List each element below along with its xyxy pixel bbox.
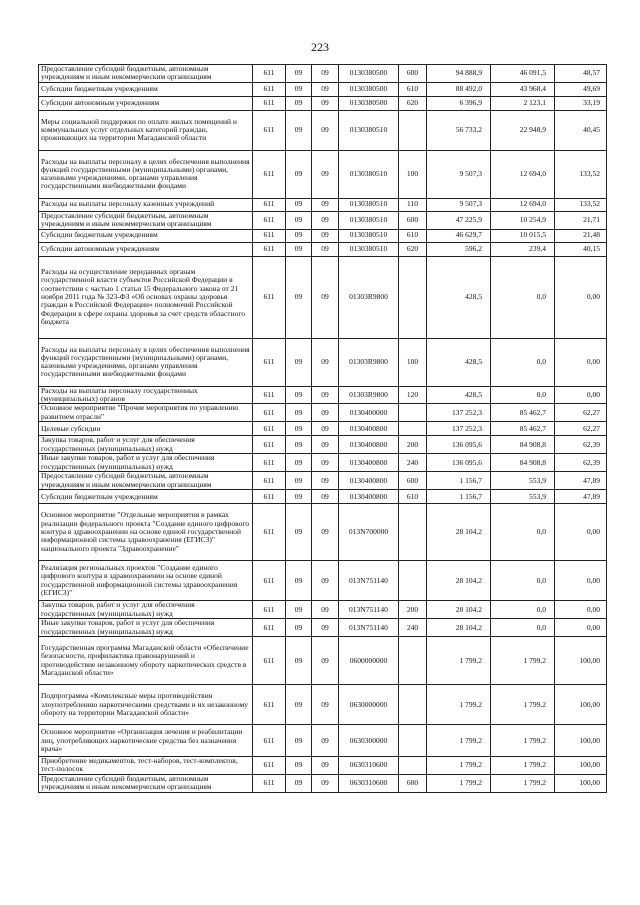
expense-type-cell: 200 <box>399 601 427 619</box>
section-code-cell: 09 <box>286 65 312 83</box>
target-article-cell: 0130380510 <box>339 110 399 150</box>
table-row <box>39 229 607 242</box>
ministry-code-cell: 611 <box>253 150 286 198</box>
ministry-code-cell: 611 <box>253 725 286 757</box>
ministry-code-cell: 611 <box>253 637 286 685</box>
table-row <box>39 504 607 561</box>
ministry-code-cell: 611 <box>253 774 286 792</box>
row-name-cell: Предоставление субсидий бюджетным, автономным учреждениям и иным некоммерческим организациям <box>39 774 253 792</box>
row-name-cell: Расходы на выплаты персоналу казенных учреждений <box>39 198 253 211</box>
target-article-cell: 0130380510 <box>339 242 399 256</box>
ministry-code-cell: 611 <box>253 422 286 436</box>
section-code-cell: 09 <box>286 504 312 561</box>
execution-percent-cell: 47,89 <box>555 472 607 490</box>
expense-type-cell <box>399 757 427 775</box>
target-article-cell: 0130400000 <box>339 404 399 422</box>
subsection-code-cell: 09 <box>312 198 339 211</box>
table-row <box>39 601 607 619</box>
section-code-cell: 09 <box>286 422 312 436</box>
ministry-code-cell: 611 <box>253 211 286 229</box>
table-row <box>39 422 607 436</box>
execution-percent-cell: 62,27 <box>555 422 607 436</box>
expense-type-cell: 110 <box>399 198 427 211</box>
executed-amount-cell: 12 694,0 <box>491 150 555 198</box>
table-row <box>39 725 607 757</box>
subsection-code-cell: 09 <box>312 601 339 619</box>
subsection-code-cell: 09 <box>312 404 339 422</box>
table-row <box>39 454 607 472</box>
section-code-cell: 09 <box>286 198 312 211</box>
ministry-code-cell: 611 <box>253 757 286 775</box>
execution-percent-cell: 0,00 <box>555 504 607 561</box>
ministry-code-cell: 611 <box>253 685 286 725</box>
ministry-code-cell: 611 <box>253 601 286 619</box>
section-code-cell: 09 <box>286 601 312 619</box>
planned-amount-cell: 28 104,2 <box>427 601 491 619</box>
subsection-code-cell: 09 <box>312 725 339 757</box>
planned-amount-cell: 137 252,3 <box>427 404 491 422</box>
row-name-cell: Субсидии бюджетным учреждениям <box>39 490 253 504</box>
planned-amount-cell: 428,5 <box>427 338 491 386</box>
table-row <box>39 619 607 637</box>
subsection-code-cell: 09 <box>312 774 339 792</box>
section-code-cell: 09 <box>286 436 312 454</box>
executed-amount-cell: 239,4 <box>491 242 555 256</box>
table-row <box>39 338 607 386</box>
planned-amount-cell: 1 799,2 <box>427 637 491 685</box>
target-article-cell: 0630300000 <box>339 725 399 757</box>
execution-percent-cell: 133,52 <box>555 150 607 198</box>
expense-type-cell: 620 <box>399 242 427 256</box>
executed-amount-cell: 84 908,8 <box>491 454 555 472</box>
ministry-code-cell: 611 <box>253 404 286 422</box>
executed-amount-cell: 1 799,2 <box>491 725 555 757</box>
execution-percent-cell: 0,00 <box>555 256 607 338</box>
row-name-cell: Закупка товаров, работ и услуг для обеспечения государственных (муниципальных) нужд <box>39 436 253 454</box>
target-article-cell: 0630310600 <box>339 774 399 792</box>
row-name-cell: Иные закупки товаров, работ и услуг для обеспечения государственных (муниципальных) нужд <box>39 454 253 472</box>
execution-percent-cell: 0,00 <box>555 619 607 637</box>
execution-percent-cell: 133,52 <box>555 198 607 211</box>
target-article-cell: 013N751140 <box>339 619 399 637</box>
subsection-code-cell: 09 <box>312 110 339 150</box>
target-article-cell: 013N700000 <box>339 504 399 561</box>
expense-type-cell <box>399 725 427 757</box>
expense-type-cell: 100 <box>399 150 427 198</box>
target-article-cell: 0130380500 <box>339 96 399 110</box>
executed-amount-cell: 10 015,5 <box>491 229 555 242</box>
planned-amount-cell: 428,5 <box>427 256 491 338</box>
planned-amount-cell: 46 629,7 <box>427 229 491 242</box>
row-name-cell: Меры социальной поддержки по оплате жилых помещений и коммунальных услуг отдельных категорий граждан, проживающих на территории Магаданской области <box>39 110 253 150</box>
section-code-cell: 09 <box>286 454 312 472</box>
table-row <box>39 637 607 685</box>
executed-amount-cell: 553,9 <box>491 472 555 490</box>
table-row <box>39 198 607 211</box>
section-code-cell: 09 <box>286 242 312 256</box>
ministry-code-cell: 611 <box>253 65 286 83</box>
target-article-cell: 0130380500 <box>339 65 399 83</box>
execution-percent-cell: 21,71 <box>555 211 607 229</box>
row-name-cell: Предоставление субсидий бюджетным, автономным учреждениям и иным некоммерческим организациям <box>39 65 253 83</box>
subsection-code-cell: 09 <box>312 490 339 504</box>
target-article-cell: 0130380510 <box>339 198 399 211</box>
subsection-code-cell: 09 <box>312 338 339 386</box>
subsection-code-cell: 09 <box>312 472 339 490</box>
row-name-cell: Основное мероприятие "Отдельные мероприятия в рамках реализации федерального проекта "Создание единого цифрового контура в здравоохранении на основе единой государственной информационной системы здравоохранения (ЕГИСЗ)" национального проекта "Здравоохранение" <box>39 504 253 561</box>
expense-type-cell: 600 <box>399 211 427 229</box>
target-article-cell: 0130400800 <box>339 490 399 504</box>
planned-amount-cell: 1 799,2 <box>427 725 491 757</box>
subsection-code-cell: 09 <box>312 256 339 338</box>
expense-type-cell <box>399 504 427 561</box>
planned-amount-cell: 1 799,2 <box>427 685 491 725</box>
executed-amount-cell: 85 462,7 <box>491 404 555 422</box>
executed-amount-cell: 0,0 <box>491 561 555 601</box>
planned-amount-cell: 56 733,2 <box>427 110 491 150</box>
execution-percent-cell: 48,57 <box>555 65 607 83</box>
executed-amount-cell: 84 908,8 <box>491 436 555 454</box>
execution-percent-cell: 21,48 <box>555 229 607 242</box>
ministry-code-cell: 611 <box>253 242 286 256</box>
planned-amount-cell: 6 396,9 <box>427 96 491 110</box>
section-code-cell: 09 <box>286 256 312 338</box>
executed-amount-cell: 0,0 <box>491 504 555 561</box>
target-article-cell: 0130400800 <box>339 422 399 436</box>
subsection-code-cell: 09 <box>312 65 339 83</box>
expense-type-cell: 620 <box>399 96 427 110</box>
execution-percent-cell: 40,15 <box>555 242 607 256</box>
execution-percent-cell: 100,00 <box>555 685 607 725</box>
section-code-cell: 09 <box>286 725 312 757</box>
row-name-cell: Субсидии автономным учреждениям <box>39 242 253 256</box>
section-code-cell: 09 <box>286 386 312 404</box>
subsection-code-cell: 09 <box>312 229 339 242</box>
row-name-cell: Реализация региональных проектов "Создание единого цифрового контура в здравоохранении на основе единой государственной информационной системы здравоохранения (ЕГИСЗ)" <box>39 561 253 601</box>
planned-amount-cell: 28 104,2 <box>427 504 491 561</box>
row-name-cell: Расходы на выплаты персоналу в целях обеспечения выполнения функций государственными (муниципальными) органами, казенными учреждениями, органами управления государственными внебюджетными фондами <box>39 150 253 198</box>
execution-percent-cell: 100,00 <box>555 725 607 757</box>
subsection-code-cell: 09 <box>312 150 339 198</box>
subsection-code-cell: 09 <box>312 637 339 685</box>
executed-amount-cell: 46 091,5 <box>491 65 555 83</box>
row-name-cell: Закупка товаров, работ и услуг для обеспечения государственных (муниципальных) нужд <box>39 601 253 619</box>
expense-type-cell: 240 <box>399 619 427 637</box>
expense-type-cell <box>399 110 427 150</box>
execution-percent-cell: 47,89 <box>555 490 607 504</box>
section-code-cell: 09 <box>286 82 312 96</box>
execution-percent-cell: 40,45 <box>555 110 607 150</box>
subsection-code-cell: 09 <box>312 619 339 637</box>
expense-type-cell: 610 <box>399 82 427 96</box>
section-code-cell: 09 <box>286 490 312 504</box>
section-code-cell: 09 <box>286 561 312 601</box>
table-row <box>39 82 607 96</box>
target-article-cell: 01303R9800 <box>339 256 399 338</box>
planned-amount-cell: 596,2 <box>427 242 491 256</box>
target-article-cell: 01303R9800 <box>339 386 399 404</box>
table-row <box>39 242 607 256</box>
executed-amount-cell: 1 799,2 <box>491 685 555 725</box>
row-name-cell: Расходы на выплаты персоналу в целях обеспечения выполнения функций государственными (муниципальными) органами, казенными учреждениями, органами управления государственными внебюджетными фондами <box>39 338 253 386</box>
section-code-cell: 09 <box>286 757 312 775</box>
table-row <box>39 65 607 83</box>
table-row <box>39 110 607 150</box>
executed-amount-cell: 85 462,7 <box>491 422 555 436</box>
subsection-code-cell: 09 <box>312 242 339 256</box>
expense-type-cell: 610 <box>399 229 427 242</box>
executed-amount-cell: 0,0 <box>491 386 555 404</box>
execution-percent-cell: 0,00 <box>555 386 607 404</box>
row-name-cell: Субсидии бюджетным учреждениям <box>39 82 253 96</box>
planned-amount-cell: 88 492,0 <box>427 82 491 96</box>
row-name-cell: Основное мероприятие "Прочие мероприятия по управлению развитием отрасли" <box>39 404 253 422</box>
executed-amount-cell: 0,0 <box>491 338 555 386</box>
planned-amount-cell: 137 252,3 <box>427 422 491 436</box>
executed-amount-cell: 0,0 <box>491 601 555 619</box>
subsection-code-cell: 09 <box>312 96 339 110</box>
section-code-cell: 09 <box>286 110 312 150</box>
subsection-code-cell: 09 <box>312 685 339 725</box>
expense-type-cell: 610 <box>399 490 427 504</box>
ministry-code-cell: 611 <box>253 96 286 110</box>
subsection-code-cell: 09 <box>312 82 339 96</box>
expense-type-cell <box>399 422 427 436</box>
execution-percent-cell: 100,00 <box>555 637 607 685</box>
section-code-cell: 09 <box>286 404 312 422</box>
ministry-code-cell: 611 <box>253 82 286 96</box>
table-row <box>39 386 607 404</box>
row-name-cell: Субсидии бюджетным учреждениям <box>39 229 253 242</box>
target-article-cell: 0130400800 <box>339 472 399 490</box>
executed-amount-cell: 1 799,2 <box>491 774 555 792</box>
planned-amount-cell: 1 799,2 <box>427 757 491 775</box>
execution-percent-cell: 0,00 <box>555 338 607 386</box>
section-code-cell: 09 <box>286 685 312 725</box>
executed-amount-cell: 1 799,2 <box>491 637 555 685</box>
expense-type-cell: 600 <box>399 65 427 83</box>
row-name-cell: Предоставление субсидий бюджетным, автономным учреждениям и иным некоммерческим организациям <box>39 472 253 490</box>
planned-amount-cell: 428,5 <box>427 386 491 404</box>
execution-percent-cell: 62,39 <box>555 454 607 472</box>
section-code-cell: 09 <box>286 229 312 242</box>
expense-type-cell: 100 <box>399 338 427 386</box>
planned-amount-cell: 9 507,3 <box>427 150 491 198</box>
ministry-code-cell: 611 <box>253 472 286 490</box>
ministry-code-cell: 611 <box>253 619 286 637</box>
target-article-cell: 0130380510 <box>339 150 399 198</box>
target-article-cell: 0130380510 <box>339 211 399 229</box>
subsection-code-cell: 09 <box>312 561 339 601</box>
expense-type-cell: 200 <box>399 436 427 454</box>
target-article-cell: 01303R9800 <box>339 338 399 386</box>
subsection-code-cell: 09 <box>312 386 339 404</box>
target-article-cell: 0600000000 <box>339 637 399 685</box>
ministry-code-cell: 611 <box>253 504 286 561</box>
ministry-code-cell: 611 <box>253 561 286 601</box>
target-article-cell: 013N751140 <box>339 561 399 601</box>
subsection-code-cell: 09 <box>312 436 339 454</box>
table-row <box>39 96 607 110</box>
section-code-cell: 09 <box>286 338 312 386</box>
executed-amount-cell: 12 694,0 <box>491 198 555 211</box>
row-name-cell: Основное мероприятие «Организация лечения и реабилитации лиц, употребляющих наркотические средства без назначения врача» <box>39 725 253 757</box>
planned-amount-cell: 1 156,7 <box>427 472 491 490</box>
expense-type-cell <box>399 685 427 725</box>
row-name-cell: Расходы на выплаты персоналу государственных (муниципальных) органов <box>39 386 253 404</box>
target-article-cell: 013N751140 <box>339 601 399 619</box>
ministry-code-cell: 611 <box>253 338 286 386</box>
planned-amount-cell: 94 888,9 <box>427 65 491 83</box>
ministry-code-cell: 611 <box>253 256 286 338</box>
target-article-cell: 0130400800 <box>339 436 399 454</box>
row-name-cell: Расходы на осуществление переданных органам государственной власти субъектов Российской Федерации в соответствии с частью 1 статьи 15 Федерального закона от 21 ноября 2011 года № 323-ФЗ «Об основах охраны здоровья граждан в Российской Федерации» полномочий Российской Федерации в сфере охраны здоровья за счет средств областного бюджета <box>39 256 253 338</box>
ministry-code-cell: 611 <box>253 229 286 242</box>
target-article-cell: 0130380510 <box>339 229 399 242</box>
row-name-cell: Иные закупки товаров, работ и услуг для обеспечения государственных (муниципальных) нужд <box>39 619 253 637</box>
row-name-cell: Целевые субсидии <box>39 422 253 436</box>
ministry-code-cell: 611 <box>253 454 286 472</box>
executed-amount-cell: 1 799,2 <box>491 757 555 775</box>
expense-type-cell <box>399 561 427 601</box>
table-row <box>39 211 607 229</box>
planned-amount-cell: 1 799,2 <box>427 774 491 792</box>
table-row <box>39 561 607 601</box>
section-code-cell: 09 <box>286 637 312 685</box>
ministry-code-cell: 611 <box>253 386 286 404</box>
execution-percent-cell: 0,00 <box>555 561 607 601</box>
section-code-cell: 09 <box>286 774 312 792</box>
table-row <box>39 774 607 792</box>
expense-type-cell: 120 <box>399 386 427 404</box>
executed-amount-cell: 22 948,9 <box>491 110 555 150</box>
row-name-cell: Субсидии автономным учреждениям <box>39 96 253 110</box>
ministry-code-cell: 611 <box>253 198 286 211</box>
row-name-cell: Подпрограмма «Комплексные меры противодействия злоупотреблению наркотическими средствами и их незаконному обороту на территории Магаданской области» <box>39 685 253 725</box>
table-row <box>39 685 607 725</box>
subsection-code-cell: 09 <box>312 211 339 229</box>
execution-percent-cell: 100,00 <box>555 757 607 775</box>
row-name-cell: Предоставление субсидий бюджетным, автономным учреждениям и иным некоммерческим организациям <box>39 211 253 229</box>
planned-amount-cell: 47 225,9 <box>427 211 491 229</box>
planned-amount-cell: 9 507,3 <box>427 198 491 211</box>
subsection-code-cell: 09 <box>312 422 339 436</box>
executed-amount-cell: 0,0 <box>491 619 555 637</box>
target-article-cell: 0630310600 <box>339 757 399 775</box>
table-row <box>39 150 607 198</box>
table-row <box>39 490 607 504</box>
executed-amount-cell: 43 968,4 <box>491 82 555 96</box>
page-number: 223 <box>311 40 329 54</box>
execution-percent-cell: 0,00 <box>555 601 607 619</box>
table-row <box>39 472 607 490</box>
expense-type-cell <box>399 256 427 338</box>
section-code-cell: 09 <box>286 211 312 229</box>
expense-type-cell <box>399 404 427 422</box>
section-code-cell: 09 <box>286 96 312 110</box>
budget-table <box>38 64 607 793</box>
expense-type-cell: 600 <box>399 774 427 792</box>
table-row <box>39 757 607 775</box>
executed-amount-cell: 553,9 <box>491 490 555 504</box>
planned-amount-cell: 28 104,2 <box>427 619 491 637</box>
executed-amount-cell: 0,0 <box>491 256 555 338</box>
section-code-cell: 09 <box>286 472 312 490</box>
section-code-cell: 09 <box>286 150 312 198</box>
ministry-code-cell: 611 <box>253 490 286 504</box>
table-row <box>39 404 607 422</box>
executed-amount-cell: 2 123,1 <box>491 96 555 110</box>
expense-type-cell <box>399 637 427 685</box>
target-article-cell: 0630000000 <box>339 685 399 725</box>
table-row <box>39 436 607 454</box>
table-row <box>39 256 607 338</box>
execution-percent-cell: 33,19 <box>555 96 607 110</box>
target-article-cell: 0130400800 <box>339 454 399 472</box>
planned-amount-cell: 28 104,2 <box>427 561 491 601</box>
planned-amount-cell: 1 156,7 <box>427 490 491 504</box>
expense-type-cell: 600 <box>399 472 427 490</box>
subsection-code-cell: 09 <box>312 504 339 561</box>
row-name-cell: Приобретение медикаментов, тест-наборов, тест-комплектов, тест-полосок <box>39 757 253 775</box>
executed-amount-cell: 10 254,9 <box>491 211 555 229</box>
subsection-code-cell: 09 <box>312 757 339 775</box>
ministry-code-cell: 611 <box>253 436 286 454</box>
planned-amount-cell: 136 095,6 <box>427 454 491 472</box>
target-article-cell: 0130380500 <box>339 82 399 96</box>
subsection-code-cell: 09 <box>312 454 339 472</box>
execution-percent-cell: 49,69 <box>555 82 607 96</box>
row-name-cell: Государственная программа Магаданской области «Обеспечение безопасности, профилактика правонарушений и противодействие незаконному обороту наркотических средств в Магаданской области» <box>39 637 253 685</box>
execution-percent-cell: 100,00 <box>555 774 607 792</box>
execution-percent-cell: 62,39 <box>555 436 607 454</box>
execution-percent-cell: 62,27 <box>555 404 607 422</box>
expense-type-cell: 240 <box>399 454 427 472</box>
section-code-cell: 09 <box>286 619 312 637</box>
ministry-code-cell: 611 <box>253 110 286 150</box>
planned-amount-cell: 136 095,6 <box>427 436 491 454</box>
